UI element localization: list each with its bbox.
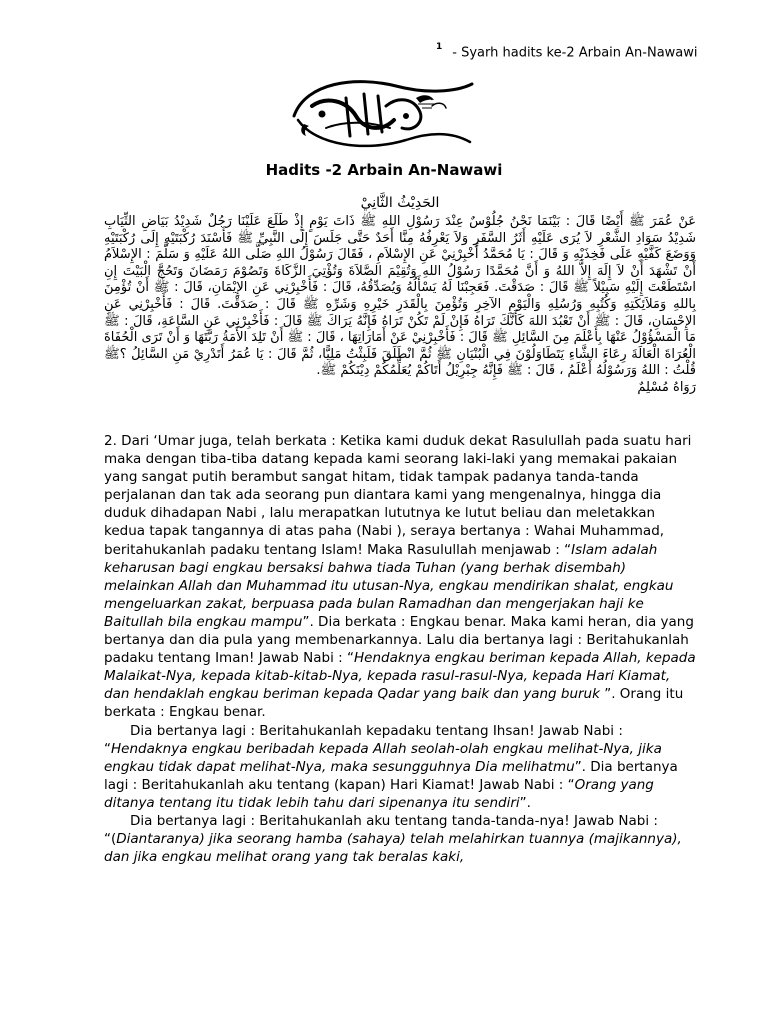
text-run: Dia bertanya lagi : Beritahukanlah kepadaku tentang Ihsan! Jawab Nabi : “ xyxy=(104,722,623,757)
italic-run: Hendaknya engkau beribadah kepada Allah seolah-olah engkau melihat-Nya, jika engkau tidak dapat melihat-Nya, maka sesungguhnya Dia melihatmu xyxy=(104,740,662,775)
paragraph-2 xyxy=(104,722,696,812)
text-run: ”. Dia berkata : Engkau benar. Maka kami heran, dia yang bertanya dan dia pula yang membenarkannya. Lalu dia bertanya lagi : Beritahukanlah padaku tentang Iman! Jawab Nabi : “ xyxy=(104,613,694,667)
text-run: ”. Orang itu berkata : Engkau benar. xyxy=(104,686,684,721)
text-run: Dia bertanya lagi : Beritahukanlah aku tentang tanda-tanda-nya! Jawab Nabi : “( xyxy=(104,812,658,848)
footnote xyxy=(436,44,756,60)
indonesian-translation xyxy=(104,432,696,866)
footnote-text: - Syarh hadits ke-2 Arbain An-Nawawi xyxy=(452,45,698,61)
document-title: Hadits -2 Arbain An-Nawawi xyxy=(265,161,503,179)
text-run: ”. xyxy=(519,794,531,811)
text-run: 2. Dari ‘Umar juga, telah berkata : Ketika kami duduk dekat Rasulullah pada suatu hari maka dengan tiba-tiba datang kepada kami seorang laki-laki yang memakai pakaian yang sangat putih berambut sangat hitam, tidak tampak padanya tanda-tanda perjalanan dan tak ada seorang pun diantara kami yang mengenalnya, hingga dia duduk dihadapan Nabi , lalu merapatkan lututnya ke lutut beliau dan meletakkan kedua tapak tangannya di atas paha (Nabi ), seraya bertanya : Wahai Muhammad, beritahukanlah padaku tentang Islam! Maka Rasulullah menjawab : “ xyxy=(104,433,692,558)
arabic-body: عَنْ عُمَرَ ﷺ أَيْضًا قَالَ : بَيْنَمَا نَحْنُ جُلُوْسٌ عِنْدَ رَسُوْلِ اللهِ ﷺ ذَاتَ يَوْمٍ إِذْ طَلَعَ عَلَيْنَا رَجُلٌ شَدِيْدُ بَيَاضِ الثِّيَابِ شَدِيْدُ سَوَادِ الشَّعْرِ لاَ يُرَى عَلَيْهِ أَثَرُ السَّفَرِ وَلاَ يَعْرِفُهُ مِنَّا أَحَدٌ حَتَّى جَلَسَ إِلَى النَّبِيِّ ﷺ فَأَسْنَدَ رُكْبَتَيْهِ إِلَى رُكْبَتَيْهِ وَوَضَعَ كَفَّيْهِ عَلَى فَخِذَيْهِ وَ قَالَ : يَا مُحَمَّدُ أَخْبِرْنِيْ عَنِ الإِسْلاَمِ ، فَقَالَ رَسُوْلُ اللهِ صَلَّى اللهُ عَلَيْهِ وَ سَلَّمَ : الإِسْلاَمُ أَنْ تَشْهَدَ أَنْ لاَ إِلَهَ إِلاَّ اللهُ وَ أَنَّ مُحَمَّدًا رَسُوْلُ اللهِ وَتُقِيْمَ الصَّلاَةَ وَتُؤْتِيَ الزَّكَاةَ وَتَصُوْمَ رَمَضَانَ وَتَحُجَّ الْبَيْتَ إِنِ اسْتَطَعْتَ إِلَيْهِ سَبِيْلاً ﷺ قَالَ : صَدَقْتَ. فَعَجِبْنَا لَهُ يَسْأَلُهُ وَيُصَدِّقُهُ، قَالَ : فَأَخْبِرْنِي عَنِ الإِيْمَانِ، قَالَ : ﷺ أَنْ تُؤْمِنَ بِاللهِ وَمَلاَئِكَتِهِ وَكُتُبِهِ وَرُسُلِهِ وَالْيَوْمِ الآخِرِ وَتُؤْمِنَ بِالْقَدَرِ خَيْرِهِ وَشَرِّهِ ﷺ قَالَ : صَدَقْتَ. قَالَ : فَأَخْبِرْنِي عَنِ الإِحْسَانِ، قَالَ : ﷺ أَنْ تَعْبُدَ اللهَ كَأَنَّكَ تَرَاهُ فَإِنْ لَمْ تَكُنْ تَرَاهُ فَإِنَّهُ يَرَاكَ ﷺ قَالَ : فَأَخْبِرْنِي عَنِ السَّاعَةِ، قَالَ : ﷺ مَا الْمَسْؤُوْلُ عَنْهَا بِأَعْلَمَ مِنَ السَّائِلِ ﷺ قَالَ : فَأَخْبِرْنِيْ عَنْ أَمَارَاتِهَا ، قَالَ : ﷺ أَنْ تَلِدَ الأَمَةُ رَبَّتَهَا وَ أَنْ تَرَى الْحُفَاةَ الْعُرَاةَ الْعَالَةَ رِعَاءَ الشَّاءِ يَتَطَاوَلُوْنَ فِي الْبُنْيَانِ ﷺ ثُمَّ انْطَلَقَ فَلَبِثْتُ مَلِيًّا، ثُمَّ قَالَ : يَا عُمَرُ أَتَدْرِيْ مَنِ السَّائِلُ ؟ﷺ قُلْتُ : اللهُ وَرَسُوْلُهُ أَعْلَمُ ، قَالَ : ﷺ فَإِنَّهُ جِبْرِيْلُ أَتَاكُمْ يُعَلِّمُكُمْ دِيْنَكُمْ ﷺ. xyxy=(104,214,696,379)
footnote-marker: 1 xyxy=(436,42,443,52)
paragraph-1 xyxy=(104,432,696,722)
arabic-hadith-text xyxy=(104,192,696,396)
basmala-calligraphy-emblem xyxy=(286,76,476,154)
italic-run: Hendaknya engkau beriman kepada Allah, kepada Malaikat-Nya, kepada kitab-kitab-Nya, kepada rasul-rasul-Nya, kepada Hari Kiamat, dan hendaklah engkau beriman kepada Qadar yang baik dan yang buruk xyxy=(104,650,696,703)
arabic-heading: الحَدِيْثُ الثَّانِيْ xyxy=(360,195,440,211)
italic-run: Islam adalah keharusan bagi engkau bersaksi bahwa tiada Tuhan (yang berhak disembah) melainkan Allah dan Muhammad itu utusan-Nya, engkau mendirikan shalat, engkau mengeluarkan zakat, berpuasa pada bulan Ramadhan dan mengerjakan haji ke Baitullah bila engkau mampu xyxy=(104,541,674,630)
paragraph-3 xyxy=(104,812,696,866)
italic-run: Diantaranya) jika seorang hamba (sahaya) telah melahirkan tuannya (majikannya), dan jika engkau melihat orang yang tak beralas kaki, xyxy=(104,831,682,866)
arabic-narrator: رَوَاهُ مُسْلِمٌ xyxy=(637,379,696,395)
italic-run: Orang yang ditanya tentang itu tidak lebih tahu dari sipenanya itu sendiri xyxy=(104,776,654,811)
text-run: ”. Dia bertanya lagi : Beritahukanlah aku tentang (kapan) Hari Kiamat! Jawab Nabi : “ xyxy=(104,758,678,793)
